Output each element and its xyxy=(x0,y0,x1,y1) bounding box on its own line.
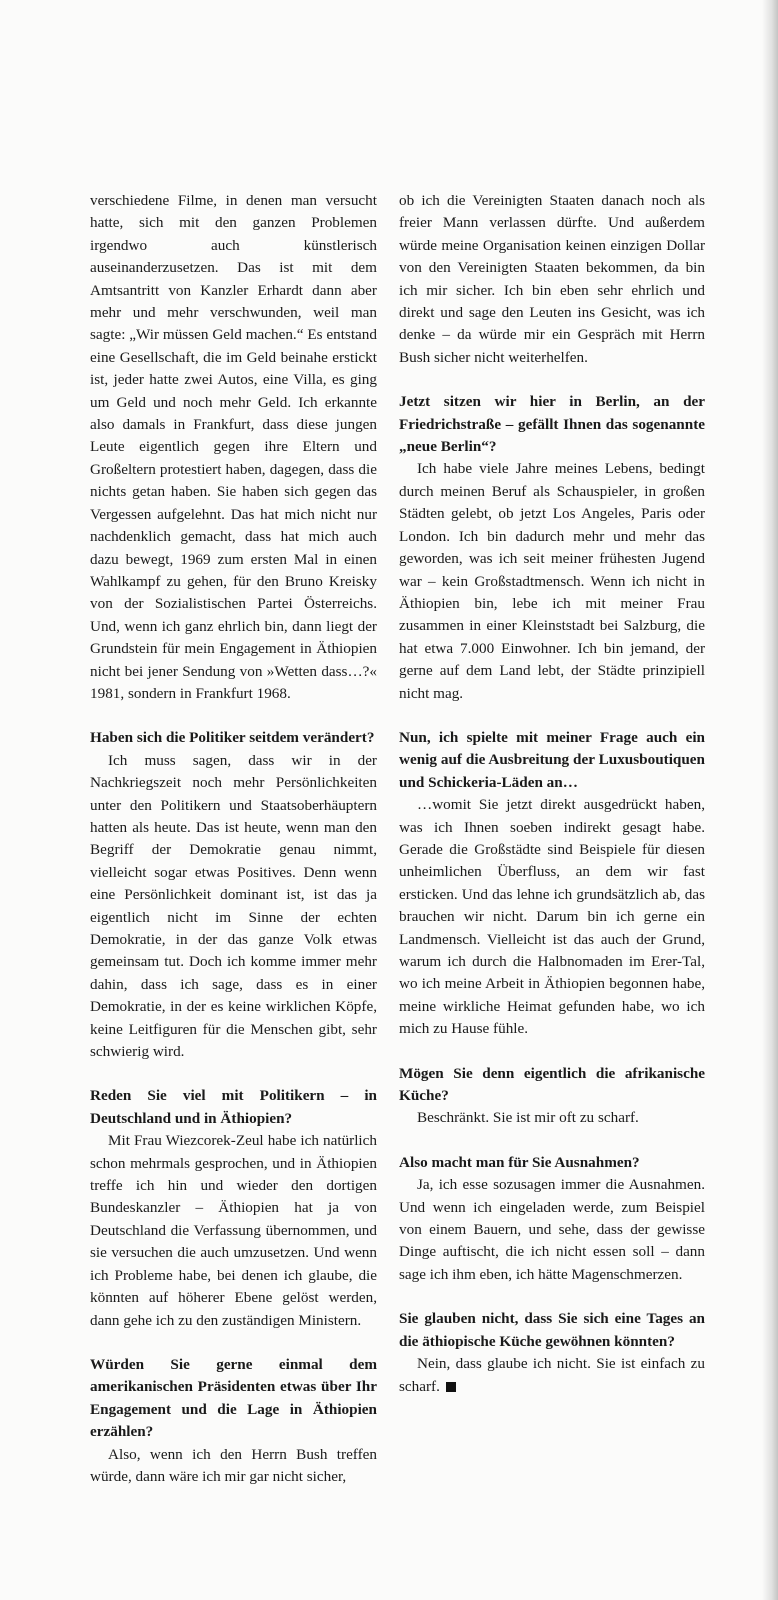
end-of-article-mark xyxy=(446,1382,456,1392)
interview-question: Sie glauben nicht, dass Sie sich eine Tages an die äthiopische Küche gewöhnen könnten? xyxy=(399,1310,705,1350)
body-paragraph: verschiedene Filme, in denen man versucht hatte, sich mit den ganzen Problemen irgendwo auch künstlerisch auseinanderzusetzen. Das ist mit dem Amtsantritt von Kanzler Erhardt dann aber mehr und mehr verschwunden, weil man sagte: „Wir müssen Geld machen.“ Es entstand eine Gesellschaft, die im Geld beinahe erstickt ist, jeder hatte zwei Autos, eine Villa, es ging um Geld und noch mehr Geld. Ich erkannte also damals in Frankfurt, dass diese jungen Leute eigentlich gegen ihre Eltern und Großeltern protestiert haben, dagegen, dass die nichts getan haben. Sie haben sich gegen das Vergessen aufgelehnt. Das hat mich nicht nur nachdenklich gemacht, dass hat mich auch dazu bewegt, 1969 zum ersten Mal in einen Wahlkampf zu gehen, für den Bruno Kreisky von der Sozialistischen Partei Österreichs. Und, wenn ich ganz ehrlich bin, dann liegt der Grundstein für mein Engagement in Äthiopien nicht bei jener Sendung von »Wetten dass…?« 1981, sondern in Frankfurt 1968. xyxy=(90,192,377,702)
final-answer-text: Nein, dass glaube ich nicht. Sie ist einfach zu scharf. xyxy=(399,1355,705,1395)
interview-answer: Ich habe viele Jahre meines Lebens, bedingt durch meinen Beruf als Schauspieler, in großen Städten gelebt, ob jetzt Los Angeles, Paris oder London. Ich bin dadurch mehr und mehr das geworden, was ich seit meiner frühesten Jugend war – kein Großstadtmensch. Wenn ich nicht in Äthiopien bin, lebe ich mit meiner Frau zusammen in einer Kleinststadt bei Salzburg, die hat etwa 7.000 Einwohner. Ich bin jemand, der gerne auf dem Land lebt, der Städte prinzipiell nicht mag. xyxy=(399,460,705,702)
interview-question: Haben sich die Politiker seitdem verändert? xyxy=(90,729,375,747)
interview-answer: Beschränkt. Sie ist mir oft zu scharf. xyxy=(417,1109,639,1127)
interview-answer xyxy=(399,1353,705,1398)
interview-answer: Also, wenn ich den Herrn Bush treffen würde, dann wäre ich mir gar nicht sicher, xyxy=(90,1445,377,1485)
right-column xyxy=(399,190,705,1398)
interview-answer: Ja, ich esse sozusagen immer die Ausnahmen. Und wenn ich eingeladen werde, zum Beispiel von einem Bauern, und sehe, dass der gewisse Dinge auftischt, die ich nicht essen soll – dann sage ich ihm eben, ich hätte Magenschmerzen. xyxy=(399,1176,705,1283)
interview-question: Jetzt sitzen wir hier in Berlin, an der Friedrichstraße – gefällt Ihnen das sogenannte „neue Berlin“? xyxy=(399,393,705,456)
interview-question: Reden Sie viel mit Politikern – in Deutschland und in Äthiopien? xyxy=(90,1087,377,1127)
body-paragraph: ob ich die Vereinigten Staaten danach noch als freier Mann verlassen dürfte. Und außerdem würde meine Organisation keinen einzigen Dollar von den Vereinigten Staaten bekommen, da bin ich mir sicher. Ich bin eben sehr ehrlich und direkt und sage den Leuten ins Gesicht, was ich denke – da würde mir ein Gespräch mit Herrn Bush sicher nicht weiterhelfen. xyxy=(399,192,705,366)
interview-answer: …womit Sie jetzt direkt ausgedrückt haben, was ich Ihnen soeben indirekt gesagt habe. Gerade die Großstädte sind Beispiele für diesen unheimlichen Überfluss, an dem wir fast ersticken. Und das lehne ich grundsätzlich ab, das brauchen wir nicht. Darum bin ich gerne ein Landmensch. Vielleicht ist das auch der Grund, warum ich durch die Halbnomaden im Erer-Tal, wo ich meine Arbeit in Äthiopien begonnen habe, meine wirkliche Heimat gefunden habe, wo ich mich zu Hause fühle. xyxy=(399,796,705,1038)
interview-question: Mögen Sie denn eigentlich die afrikanische Küche? xyxy=(399,1064,705,1105)
interview-answer: Ich muss sagen, dass wir in der Nachkriegszeit noch mehr Persönlichkeiten unter den Politikern und Staatsoberhäuptern hatten als heute. Das ist heute, wenn man den Begriff der Demokratie genau nimmt, vielleicht sogar etwas Positives. Denn wenn eine Persönlichkeit dominant ist, ist das ja eigentlich nicht im Sinne der echten Demokratie, in der das ganze Volk etwas gemeinsam tut. Doch ich komme immer mehr dahin, dass ich sage, dass es in einer Demokratie, in der es keine wirklichen Köpfe, keine Leitfiguren für die Menschen gibt, sehr schwierig wird. xyxy=(90,751,377,1061)
page-edge-shadow xyxy=(762,0,778,1600)
interview-question: Also macht man für Sie Ausnahmen? xyxy=(399,1153,640,1171)
interview-question: Nun, ich spielte mit meiner Frage auch ein wenig auf die Ausbreitung der Luxusboutiquen und Schickeria-Läden an… xyxy=(399,728,705,791)
interview-question: Würden Sie gerne einmal dem amerikanischen Präsidenten etwas über Ihr Engagement und die Lage in Äthiopien erzählen? xyxy=(90,1355,377,1441)
left-column xyxy=(90,190,377,1488)
interview-answer: Mit Frau Wiezcorek-Zeul habe ich natürlich schon mehrmals gesprochen, und in Äthiopien treffe ich hin und wieder den dortigen Bundeskanzler – Äthiopien hat ja von Deutschland die Verfassung übernommen, und sie versuchen die auch umzusetzen. Und wenn ich Probleme habe, bei denen ich glaube, die könnten auf höherer Ebene gelöst werden, dann gehe ich zu den zuständigen Ministern. xyxy=(90,1132,377,1329)
